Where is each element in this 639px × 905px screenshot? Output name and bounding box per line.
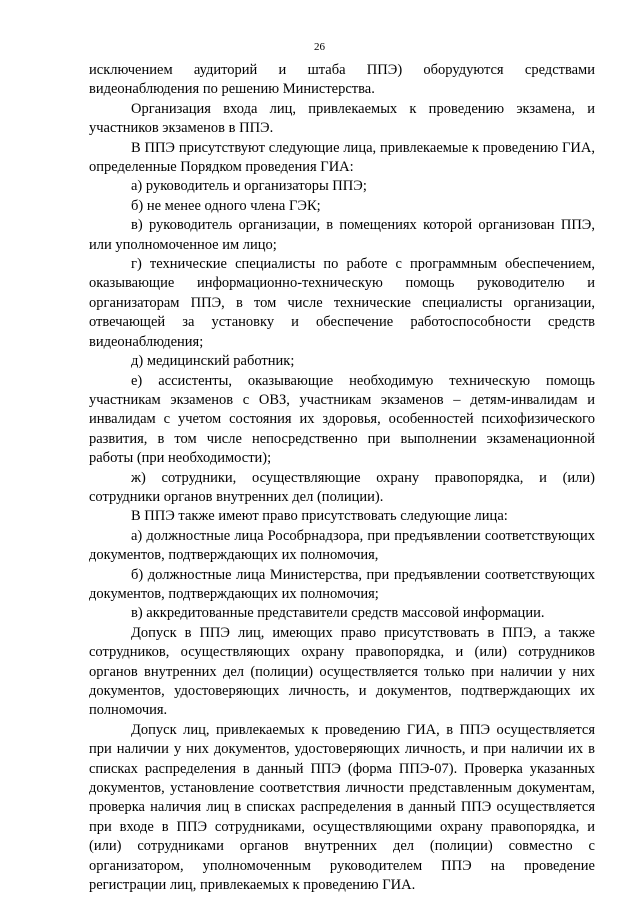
paragraph-entry-organization: Организация входа лиц, привлекаемых к проведению экзамена, и участников экзаменов в ППЭ. (89, 100, 595, 137)
list-item-v-media: в) аккредитованные представители средств массовой информации. (131, 605, 545, 622)
list-item-b-officials: б) должностные лица Министерства, при предъявлении соответствующих документов, подтверждающих их полномочия; (89, 566, 595, 602)
paragraph-admission-staff: Допуск лиц, привлекаемых к проведению ГИА, в ППЭ осуществляется при наличии у них документов, удостоверяющих личность, и при наличии их в списках распределения в данный ППЭ (форма ППЭ-07). Проверка указанных документов, установление соответствия личности представленным документам, проверка наличия лиц в списках распределения в данный ППЭ осуществляется при входе в ППЭ сотрудниками, осуществляющими охрану правопорядка, и (или) сотрудниками органов внутренних дел (полиции) совместно с организатором, уполномоченным руководителем ППЭ на проведение регистрации лиц, привлекаемых к проведению ГИА. (89, 721, 595, 894)
list-item-e: е) ассистенты, оказывающие необходимую техническую помощь участникам экзаменов с ОВЗ, участникам экзаменов – детям-инвалидам и инвалидам с учетом состояния их здоровья, особенностей психофизического развития, в том числе непосредственно при выполнении экзаменационной работы (при необходимости); (89, 372, 595, 467)
page-number: 26 (314, 41, 325, 53)
paragraph-continuation: исключением аудиторий и штаба ППЭ) оборудуются средствами видеонаблюдения по решению Министерства. (89, 62, 595, 98)
list-item-a-officials: а) должностные лица Рособрнадзора, при предъявлении соответствующих документов, подтверждающих их полномочия, (89, 527, 595, 564)
list-item-g: г) технические специалисты по работе с программным обеспечением, оказывающие информационно-техническую помощь руководителю и организаторам ППЭ, в том числе технические специалисты организации, отвечающей за установку и обеспечение работоспособности средств видеонаблюдения; (89, 256, 595, 350)
list-item-a: а) руководитель и организаторы ППЭ; (131, 178, 367, 195)
paragraph-admission-attendees: Допуск в ППЭ лиц, имеющих право присутствовать в ППЭ, а также сотрудников, осуществляющих охрану правопорядка, и (или) сотрудников органов внутренних дел (полиции) осуществляется только при наличии у них документов, удостоверяющих личность, и документов, подтверждающих их полномочия. (89, 624, 595, 719)
document-body (89, 61, 595, 895)
list-item-b: б) не менее одного члена ГЭК; (131, 197, 321, 214)
paragraph-persons-present: В ППЭ присутствуют следующие лица, привлекаемые к проведению ГИА, определенные Порядком проведения ГИА: (89, 139, 595, 176)
list-item-zh: ж) сотрудники, осуществляющие охрану правопорядка, и (или) сотрудники органов внутренних дел (полиции). (89, 469, 595, 505)
paragraph-right-to-attend: В ППЭ также имеют право присутствовать следующие лица: (131, 508, 508, 525)
list-item-d: д) медицинский работник; (131, 353, 295, 370)
list-item-v: в) руководитель организации, в помещениях которой организован ППЭ, или уполномоченное им лицо; (89, 217, 595, 253)
